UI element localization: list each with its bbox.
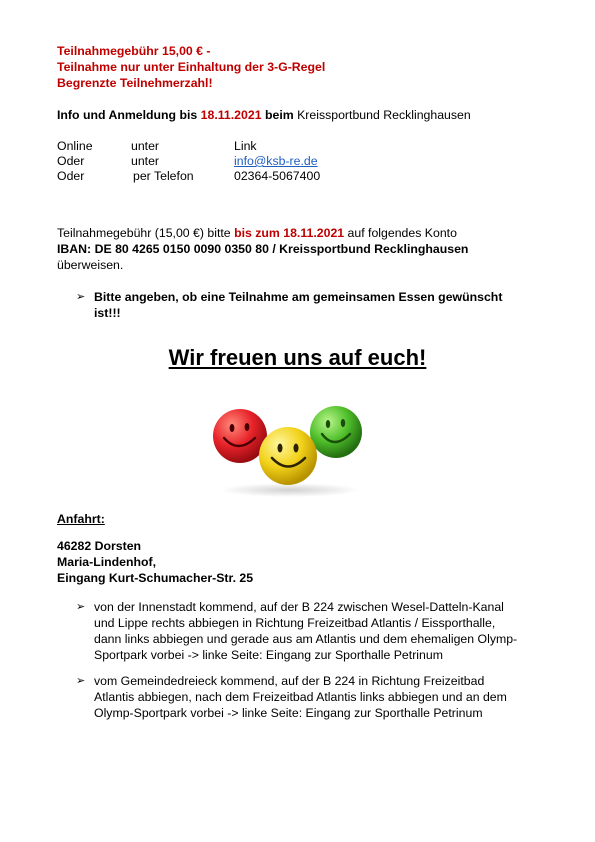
contact-label: Oder (57, 169, 85, 183)
bullet-arrow-icon: ➢ (76, 601, 86, 613)
contact-value: Link (234, 139, 257, 153)
route-line: von der Innenstadt kommend, auf der B 224 zwischen Wesel-Datteln-Kanal (94, 600, 504, 614)
registration-line (57, 108, 471, 123)
registration-prefix: Info und Anmeldung bis (57, 108, 201, 122)
route-line: und Lippe rechts abbiegen in Richtung Freizeitbad Atlantis / Eissporthalle, (94, 616, 496, 630)
registration-org: Kreissportbund Recklinghausen (297, 108, 471, 122)
directions-heading: Anfahrt: (57, 512, 105, 526)
red-smiley-icon (213, 409, 267, 463)
payment-text-2: auf folgendes Konto (344, 226, 457, 240)
transfer-line: überweisen. (57, 258, 124, 272)
payment-line (57, 226, 457, 241)
registration-mid: beim (261, 108, 298, 122)
headline: Wir freuen uns auf euch! (168, 345, 427, 370)
route-city-center (94, 599, 554, 663)
contact-label: Online (57, 139, 93, 153)
meal-note-line: ist!!! (94, 306, 121, 320)
contact-phone: 02364-5067400 (234, 169, 321, 183)
meal-note (94, 289, 554, 321)
contact-label: Oder (57, 154, 85, 168)
address-line: Maria-Lindenhof, (57, 555, 157, 569)
registration-date: 18.11.2021 (200, 108, 262, 122)
yellow-smiley-icon (259, 427, 317, 485)
route-line: Sportpark vorbei -> linke Seite: Eingang zur Sporthalle Petrinum (94, 648, 443, 662)
address-line: Eingang Kurt-Schumacher-Str. 25 (57, 571, 254, 585)
address-line: 46282 Dorsten (57, 539, 142, 553)
route-line: Atlantis abbiegen, nach dem Freizeitbad Atlantis links abbiegen und an dem (94, 690, 507, 704)
route-line: Olymp-Sportpark vorbei -> linke Seite: Eingang zur Sporthalle Petrinum (94, 706, 483, 720)
bullet-arrow-icon: ➢ (76, 675, 86, 687)
payment-text: Teilnahmegebühr (15,00 €) bitte (57, 226, 235, 240)
iban-line: IBAN: DE 80 4265 0150 0090 0350 80 / Kreissportbund Recklinghausen (57, 242, 469, 256)
email-link[interactable]: info@ksb-re.de (234, 154, 318, 168)
route-gemeindedreieck (94, 673, 554, 721)
route-line: dann links abbiegen und gerade aus am Atlantis und dem ehemaligen Olymp- (94, 632, 518, 646)
green-smiley-icon (310, 406, 362, 458)
contact-via: per Telefon (133, 169, 194, 183)
payment-deadline: bis zum 18.11.2021 (234, 226, 345, 240)
route-line: vom Gemeindedreieck kommend, auf der B 224 in Richtung Freizeitbad (94, 674, 485, 688)
bullet-arrow-icon: ➢ (76, 291, 86, 303)
capacity-line: Begrenzte Teilnehmerzahl! (57, 76, 213, 90)
contact-via: unter (131, 139, 160, 153)
smiley-balls-image (210, 398, 370, 498)
rule-line: Teilnahme nur unter Einhaltung der 3-G-Regel (57, 60, 326, 74)
contact-via: unter (131, 154, 160, 168)
meal-note-line: Bitte angeben, ob eine Teilnahme am gemeinsamen Essen gewünscht (94, 290, 503, 304)
fee-line: Teilnahmegebühr 15,00 € - (57, 44, 211, 58)
